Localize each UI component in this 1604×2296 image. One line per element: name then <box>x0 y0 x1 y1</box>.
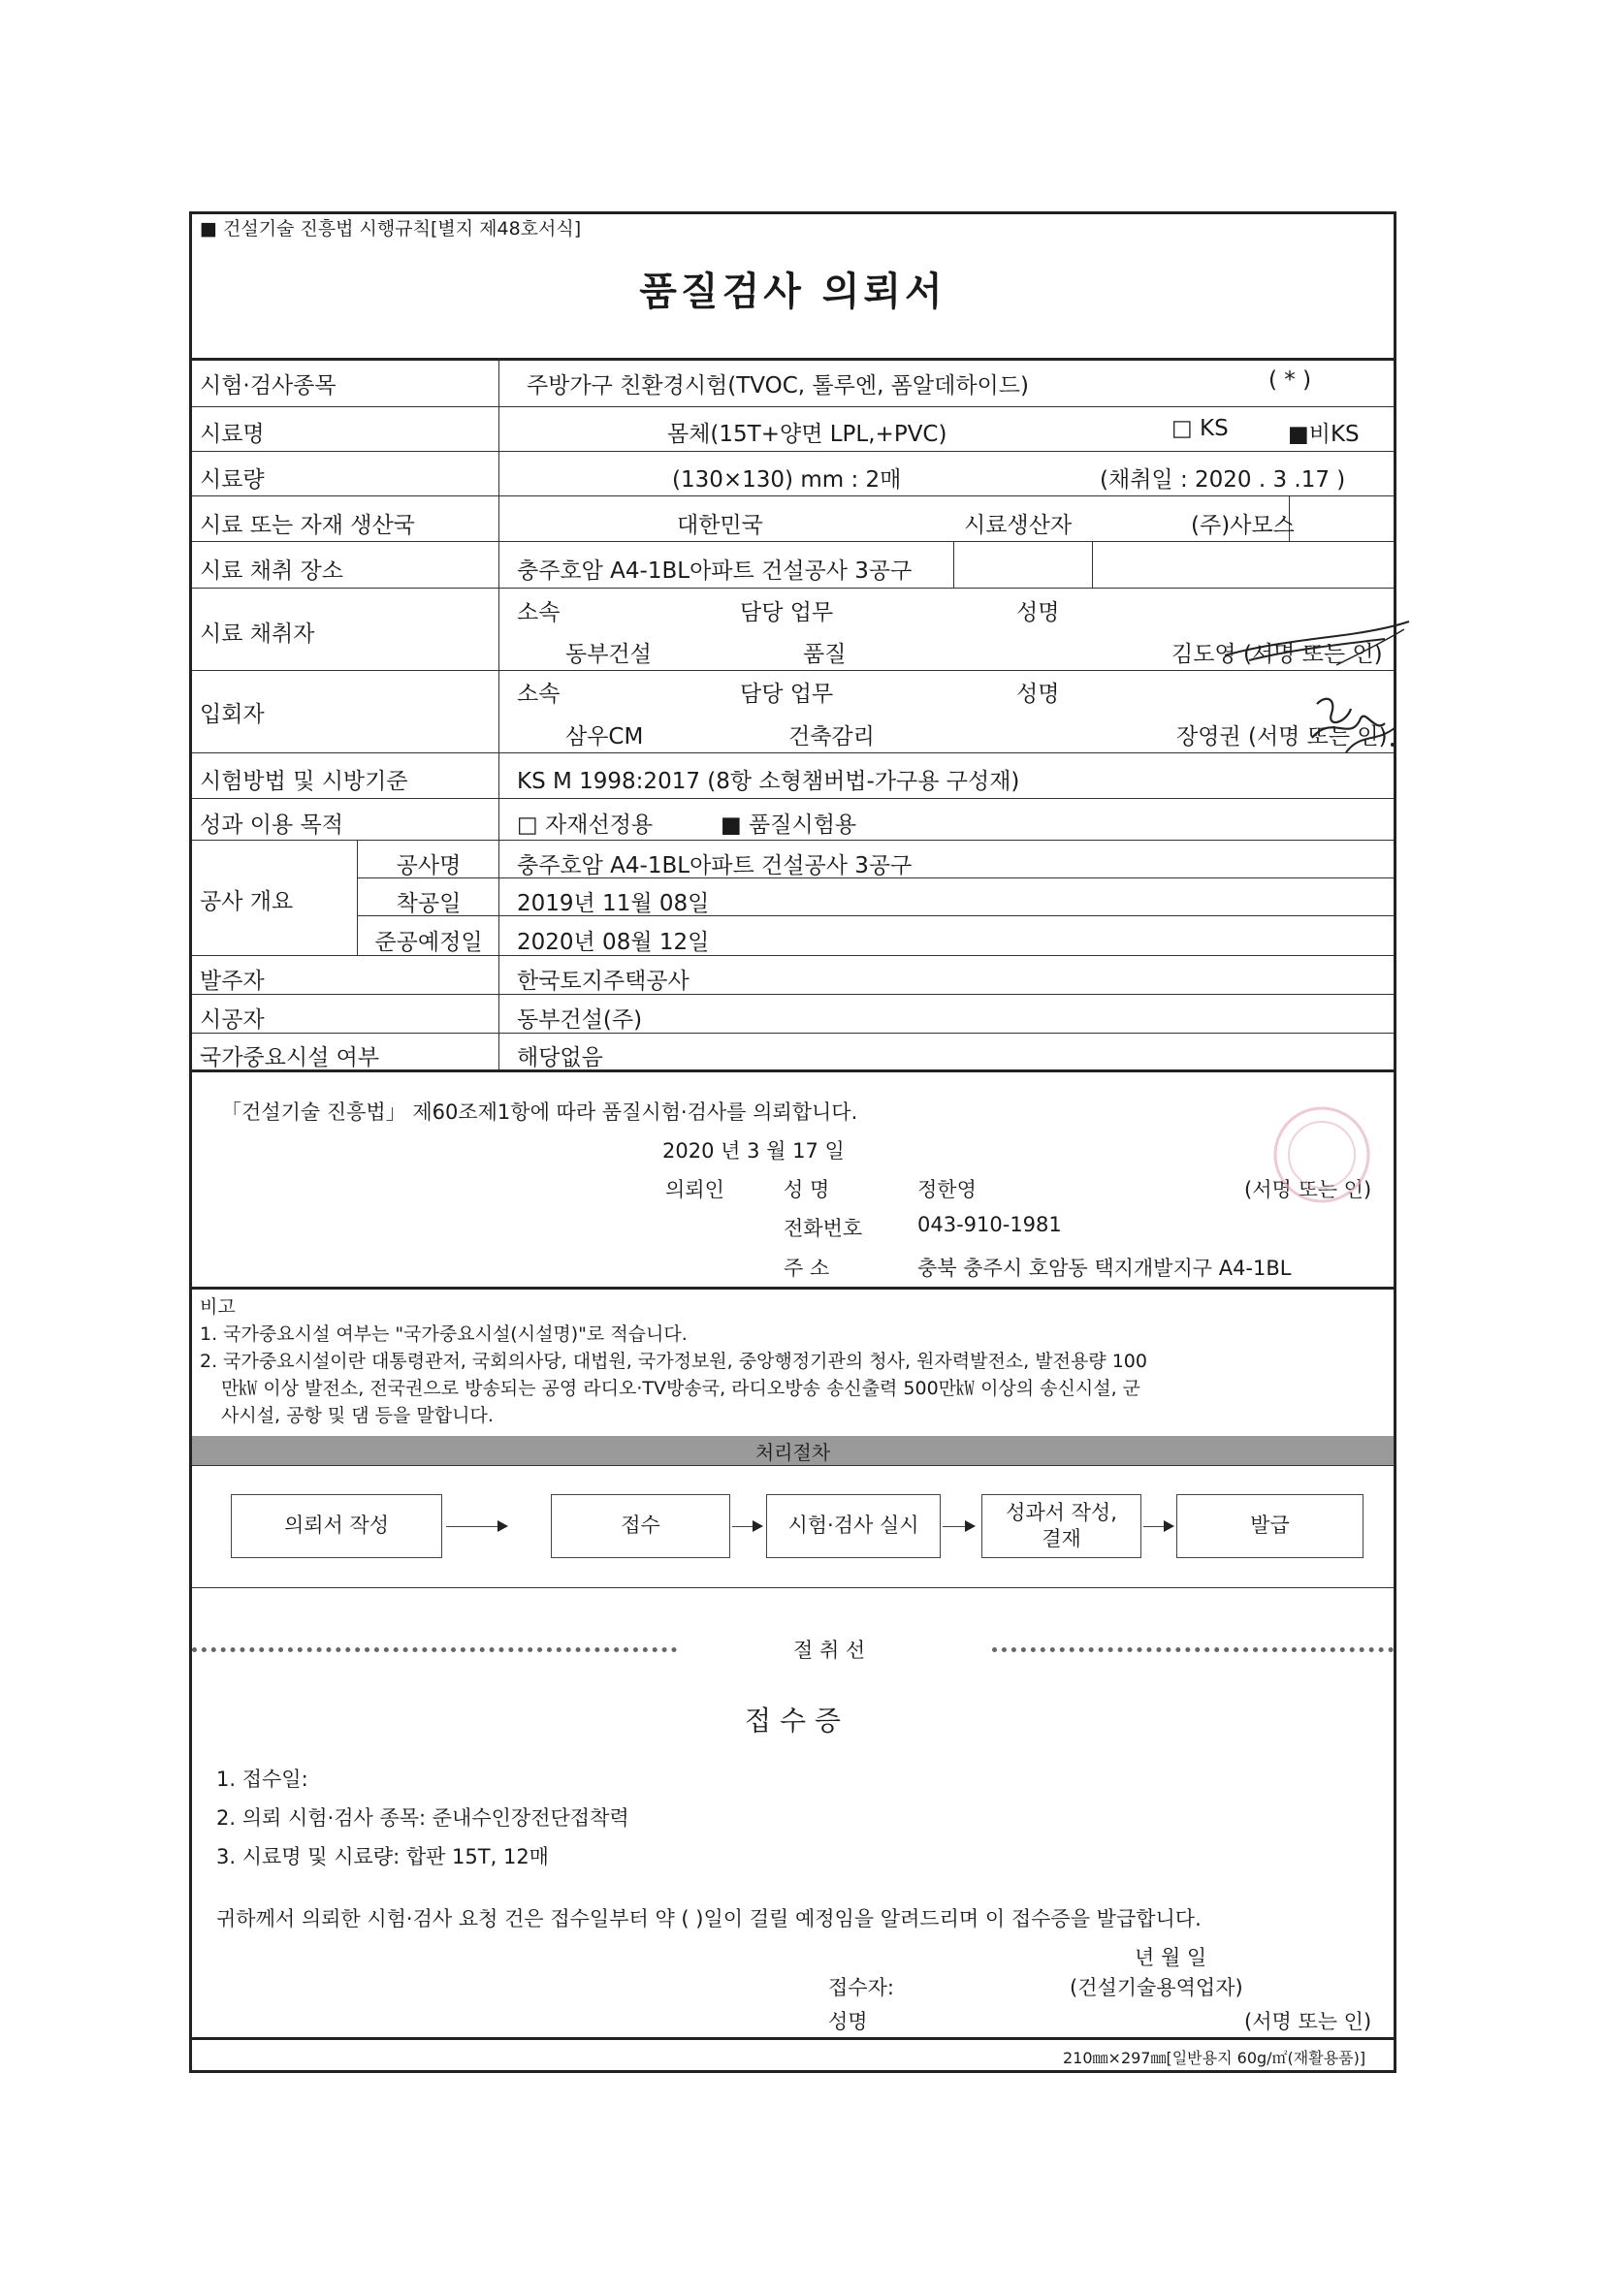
witness-affiliation: 삼우CM <box>565 724 644 749</box>
sample-name-label: 시료명 <box>200 422 265 447</box>
notes-item-2-line-3: 사시설, 공항 및 댐 등을 말합니다. <box>221 1405 494 1426</box>
sampler-duty-label: 담당 업무 <box>740 600 834 625</box>
notes-item-2-line-2: 만㎾ 이상 발전소, 전국권으로 방송되는 공영 라디오·TV방송국, 라디오방송 송신출력 500만㎾ 이상의 송신시설, 군 <box>221 1378 1141 1399</box>
requester-seal-icon <box>1259 1101 1385 1208</box>
project-end-label: 준공예정일 <box>374 930 483 955</box>
sampler-label: 시료 채취자 <box>200 622 315 647</box>
purpose-label: 성과 이용 목적 <box>200 813 343 838</box>
project-start-label: 착공일 <box>396 891 462 916</box>
requester-name-label: 성 명 <box>784 1178 830 1201</box>
notes-item-2-line-1: 2. 국가중요시설이란 대통령관저, 국회의사당, 대법원, 국가정보원, 중앙행정기관의 청사, 원자력발전소, 발전용량 100 <box>200 1351 1147 1372</box>
sampling-place-label: 시료 채취 장소 <box>200 558 343 584</box>
receipt-item-1: 1. 접수일: <box>216 1768 308 1791</box>
cut-line-left <box>192 1647 677 1652</box>
sampler-name-label: 성명 <box>1016 600 1060 625</box>
producer-country-value: 대한민국 <box>677 513 763 538</box>
project-name: 충주호암 A4-1BL아파트 건설공사 3공구 <box>517 853 913 878</box>
national-facility-label: 국가중요시설 여부 <box>200 1045 380 1070</box>
producer-value: (주)사모스 <box>1191 513 1295 538</box>
witness-label: 입회자 <box>200 702 265 727</box>
project-name-label: 공사명 <box>396 853 462 878</box>
receiver-label: 접수자: <box>828 1976 894 1999</box>
procedure-title-bar: 처리절차 <box>192 1436 1394 1465</box>
test-method-value: KS M 1998:2017 (8항 소형챔버법-가구용 구성재) <box>517 769 1020 794</box>
receipt-item-3: 3. 시료명 및 시료량: 합판 15T, 12매 <box>216 1845 549 1868</box>
request-date: 2020 년 3 월 17 일 <box>662 1139 845 1163</box>
arrow-right-icon <box>732 1526 761 1527</box>
sample-qty-label: 시료량 <box>200 467 265 493</box>
form-title: 품질검사 의뢰서 <box>639 270 946 314</box>
test-method-label: 시험방법 및 시방기준 <box>200 769 408 794</box>
requester-address: 충북 충주시 호암동 택지개발지구 A4-1BL <box>917 1257 1292 1280</box>
procedure-step-write-request: 의뢰서 작성 <box>231 1494 442 1558</box>
notes-title: 비고 <box>200 1296 236 1318</box>
requester-phone: 043-910-1981 <box>917 1213 1062 1236</box>
sampling-date: (채취일 : 2020 . 3 .17 ) <box>1100 467 1346 493</box>
sample-name-value: 몸체(15T+양면 LPL,+PVC) <box>667 422 947 447</box>
national-facility-value: 해당없음 <box>517 1045 603 1070</box>
contractor-value: 동부건설(주) <box>517 1007 643 1033</box>
project-start: 2019년 11월 08일 <box>517 891 710 916</box>
procedure-step-report: 성과서 작성, 결재 <box>981 1494 1141 1558</box>
procedure-step-test: 시험·검사 실시 <box>766 1494 941 1558</box>
notes-item-1: 1. 국가중요시설 여부는 "국가중요시설(시설명)"로 적습니다. <box>200 1323 688 1345</box>
witness-duty: 건축감리 <box>788 724 875 749</box>
receipt-title: 접 수 증 <box>745 1705 841 1737</box>
sampler-affiliation-label: 소속 <box>517 600 561 625</box>
arrow-right-icon <box>1143 1526 1172 1527</box>
sampler-name: 김도영 (서명 또는 인) <box>1171 642 1383 667</box>
test-type-value: 주방가구 친환경시험(TVOC, 톨루엔, 폼알데하이드) <box>527 373 1029 399</box>
sampler-affiliation: 동부건설 <box>565 642 652 667</box>
paper-spec-footer: 210㎜×297㎜[일반용지 60g/㎡(재활용품)] <box>1063 2049 1366 2067</box>
witness-name-label: 성명 <box>1016 682 1060 707</box>
requester-name: 정한영 <box>917 1178 977 1201</box>
witness-signature-icon <box>1307 685 1399 762</box>
requester-phone-label: 전화번호 <box>784 1217 863 1240</box>
arrow-right-icon <box>446 1526 506 1527</box>
contractor-label: 시공자 <box>200 1007 265 1033</box>
receiver-name-label: 성명 <box>828 2010 868 2033</box>
procedure-step-issue: 발급 <box>1176 1494 1363 1558</box>
receipt-date-line: 년 월 일 <box>1135 1946 1207 1969</box>
quality-inspection-request-form <box>189 211 1396 2073</box>
purpose-option-quality: ■ 품질시험용 <box>721 813 857 838</box>
witness-affiliation-label: 소속 <box>517 682 561 707</box>
test-type-extra: ( * ) <box>1268 367 1312 393</box>
producer-label: 시료생산자 <box>964 513 1073 538</box>
arrow-right-icon <box>943 1526 974 1527</box>
client-value: 한국토지주택공사 <box>517 969 690 994</box>
requester-label: 의뢰인 <box>665 1178 724 1201</box>
receiver-sign-note: (서명 또는 인) <box>1244 2010 1372 2033</box>
project-overview-label: 공사 개요 <box>200 889 294 914</box>
sampler-duty: 품질 <box>803 642 847 667</box>
project-end: 2020년 08월 12일 <box>517 930 710 955</box>
producer-country-label: 시료 또는 자재 생산국 <box>200 513 415 538</box>
client-label: 발주자 <box>200 969 265 994</box>
sampler-signature-icon <box>1220 612 1414 670</box>
witness-duty-label: 담당 업무 <box>740 682 834 707</box>
receipt-item-2: 2. 의뢰 시험·검사 종목: 준내수인장전단접착력 <box>216 1806 629 1830</box>
non-ks-checkbox: ■비KS <box>1288 422 1360 447</box>
purpose-option-material: □ 자재선정용 <box>517 813 654 838</box>
ks-checkbox: □ KS <box>1171 416 1229 441</box>
requester-sign-note: (서명 또는 인) <box>1244 1178 1372 1201</box>
test-type-label: 시험·검사종목 <box>200 373 337 399</box>
regulation-header: ■ 건설기술 진흥법 시행규칙[별지 제48호서식] <box>200 218 582 239</box>
witness-name: 장영권 (서명 또는 인) <box>1176 724 1388 749</box>
procedure-step-receipt: 접수 <box>551 1494 730 1558</box>
sampling-place-value: 충주호암 A4-1BL아파트 건설공사 3공구 <box>517 558 913 584</box>
cut-line-right <box>992 1647 1394 1652</box>
receiver-type: (건설기술용역업자) <box>1070 1976 1243 1999</box>
sample-qty-value: (130×130) mm : 2매 <box>672 467 902 493</box>
cut-line-label: 절 취 선 <box>793 1639 866 1662</box>
receipt-notice: 귀하께서 의뢰한 시험·검사 요청 건은 접수일부터 약 ( )일이 걸릴 예정임을 알려드리며 이 접수증을 발급합니다. <box>216 1907 1202 1930</box>
request-statement: 「건설기술 진흥법」 제60조제1항에 따라 품질시험·검사를 의뢰합니다. <box>221 1100 858 1124</box>
requester-address-label: 주 소 <box>784 1257 830 1280</box>
